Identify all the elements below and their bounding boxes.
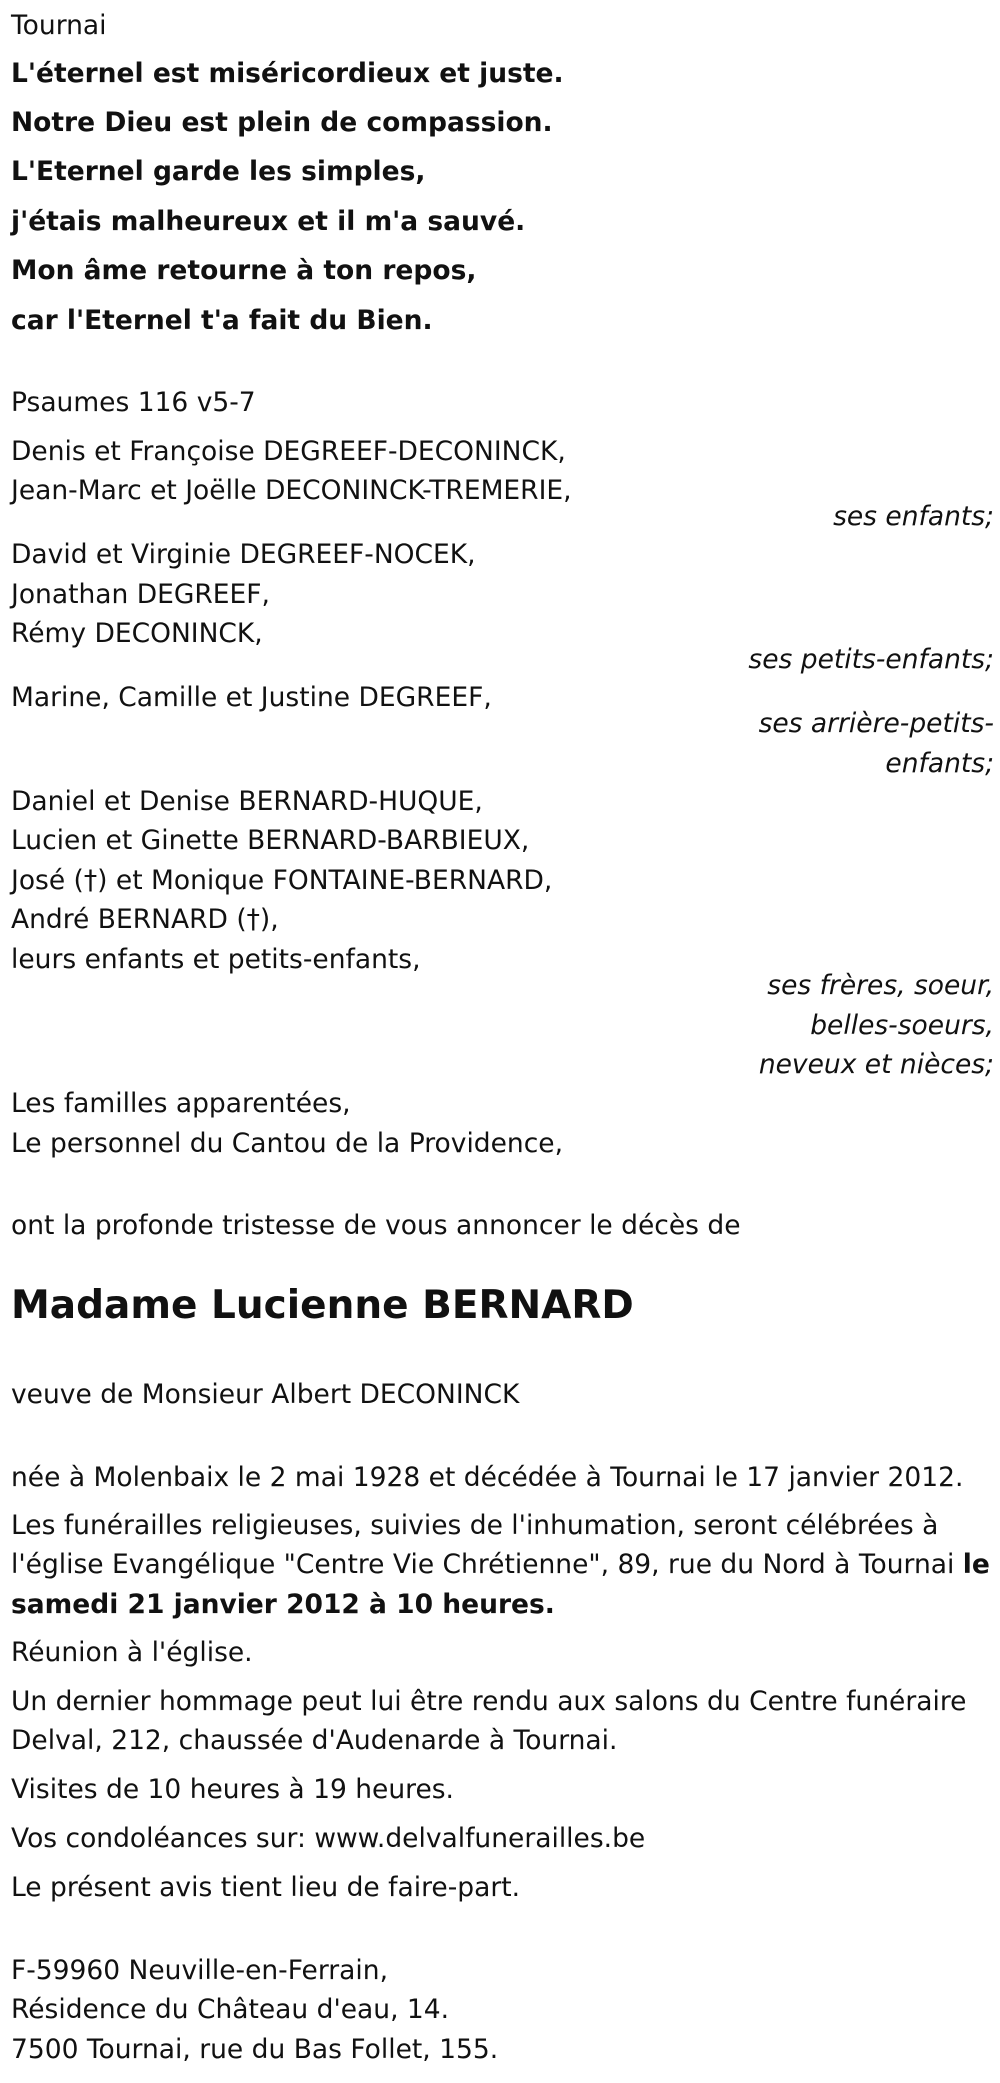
siblings-role: ses frères, soeur, <box>767 970 994 1001</box>
family-sibling: José (†) et Monique FONTAINE-BERNARD, <box>11 865 553 896</box>
notice-info: Le présent avis tient lieu de faire-part. <box>11 1872 521 1903</box>
tribute-info: Un dernier hommage peut lui être rendu aux salons du Centre funéraire <box>11 1686 967 1717</box>
family-sibling: leurs enfants et petits-enfants, <box>11 944 421 975</box>
meeting-info: Réunion à l'église. <box>11 1637 253 1668</box>
tribute-info: Delval, 212, chaussée d'Audenarde à Tournai. <box>11 1725 618 1756</box>
funeral-details: Les funérailles religieuses, suivies de l'inhumation, seront célébrées à <box>11 1510 939 1541</box>
family-sibling: Daniel et Denise BERNARD-HUQUE, <box>11 786 483 817</box>
family-other: Le personnel du Cantou de la Providence, <box>11 1128 564 1159</box>
funeral-location: l'église Evangélique "Centre Vie Chrétienne", 89, rue du Nord à Tournai <box>11 1549 963 1580</box>
announcement-intro: ont la profonde tristesse de vous annoncer le décès de <box>11 1210 741 1241</box>
family-child: Jean-Marc et Joëlle DECONINCK-TREMERIE, <box>11 475 572 506</box>
children-role: ses enfants; <box>833 501 994 532</box>
funeral-date-start: le <box>962 1549 990 1580</box>
psalm-line: Mon âme retourne à ton repos, <box>11 255 477 286</box>
widow-of: veuve de Monsieur Albert DECONINCK <box>11 1379 520 1410</box>
great-grandchildren-role: ses arrière-petits- <box>758 708 994 739</box>
address-line: F-59960 Neuville-en-Ferrain, <box>11 1955 388 1986</box>
psalm-line: L'éternel est miséricordieux et juste. <box>11 58 564 89</box>
psalm-line: Notre Dieu est plein de compassion. <box>11 107 553 138</box>
siblings-role: neveux et nièces; <box>758 1049 994 1080</box>
family-great-grandchild: Marine, Camille et Justine DEGREEF, <box>11 682 492 713</box>
condolences-info: Vos condoléances sur: www.delvalfunerailles.be <box>11 1823 646 1854</box>
family-other: Les familles apparentées, <box>11 1088 351 1119</box>
deceased-name: Madame Lucienne BERNARD <box>11 1283 634 1328</box>
header-city: Tournai <box>11 10 107 41</box>
family-grandchild: David et Virginie DEGREEF-NOCEK, <box>11 539 476 570</box>
psalm-reference: Psaumes 116 v5-7 <box>11 387 256 418</box>
great-grandchildren-role: enfants; <box>885 748 994 779</box>
family-grandchild: Rémy DECONINCK, <box>11 618 263 649</box>
address-line: Résidence du Château d'eau, 14. <box>11 1994 450 2025</box>
psalm-line: j'étais malheureux et il m'a sauvé. <box>11 206 526 237</box>
siblings-role: belles-soeurs, <box>810 1010 994 1041</box>
psalm-line: L'Eternel garde les simples, <box>11 156 426 187</box>
family-sibling: André BERNARD (†), <box>11 904 279 935</box>
birth-death: née à Molenbaix le 2 mai 1928 et décédée à Tournai le 17 janvier 2012. <box>11 1462 964 1493</box>
funeral-details <box>11 1549 990 1581</box>
family-sibling: Lucien et Ginette BERNARD-BARBIEUX, <box>11 825 530 856</box>
visits-info: Visites de 10 heures à 19 heures. <box>11 1774 454 1805</box>
grandchildren-role: ses petits-enfants; <box>748 644 994 675</box>
funeral-date: samedi 21 janvier 2012 à 10 heures. <box>11 1589 555 1620</box>
family-grandchild: Jonathan DEGREEF, <box>11 579 270 610</box>
family-child: Denis et Françoise DEGREEF-DECONINCK, <box>11 436 566 467</box>
address-line: 7500 Tournai, rue du Bas Follet, 155. <box>11 2034 499 2065</box>
psalm-line: car l'Eternel t'a fait du Bien. <box>11 305 433 336</box>
